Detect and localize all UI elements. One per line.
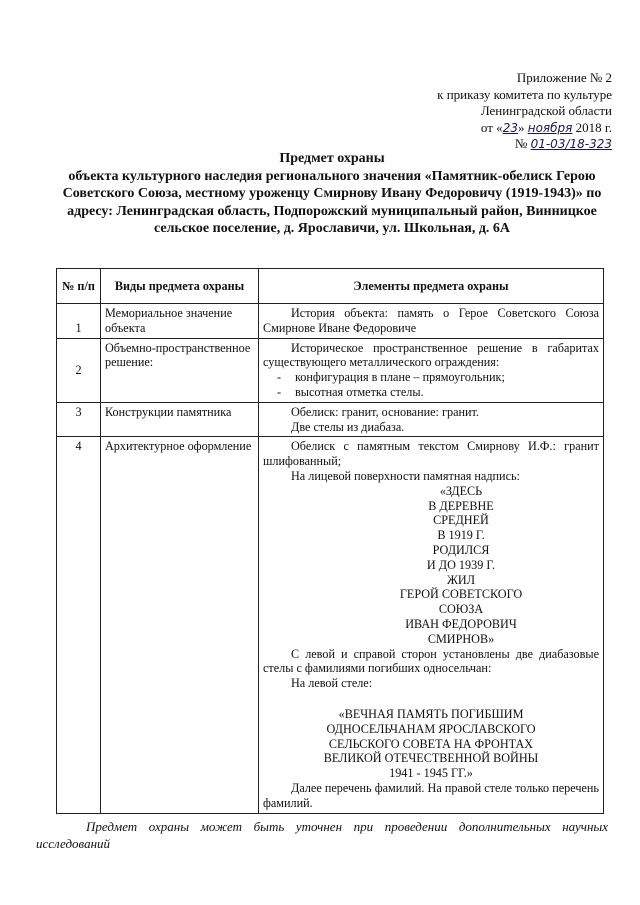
bullet-text: конфигурация в плане – прямоугольник; [295,370,505,385]
row-paragraph: С левой и справой сторон установлены две диабазовые стелы с фамилиями погибших односельчан: [263,646,599,676]
date-year: 2018 г. [575,119,612,135]
inscription-line: ИВАН ФЕДОРОВИЧ [405,616,517,631]
annex-region: Ленинградской области [480,103,612,118]
row-text: История объекта: память о Герое Советского Союза Смирнове Иване Федоровиче [263,306,599,335]
row-text-line2: Две стелы из диабаза. [291,419,405,434]
date-mid: » [517,119,525,135]
number-handwritten: 01-03/18-323 [530,137,612,151]
table-row [57,304,604,339]
stele-inscription-line: 1941 - 1945 ГГ.» [389,766,473,781]
row-text: Историческое пространственное решение в габаритах существующего металлического ограждения: [263,340,599,370]
title-heading: Предмет охраны [279,151,385,166]
row-paragraph: Обелиск с памятным текстом Смирнову И.Ф.: гранит шлифованный; [263,439,599,469]
inscription-line: СРЕДНЕЙ [433,513,489,528]
inscription-line: «ЗДЕСЬ [439,483,483,498]
inscription-line: В ДЕРЕВНЕ [428,498,494,513]
header-kind: Виды предмета охраны [101,269,259,304]
row-num: 3 [57,402,101,437]
inscription-line: ГЕРОЙ СОВЕТСКОГО [399,587,523,602]
inscription-line: И ДО 1939 Г. [426,557,496,572]
inscription-line: В 1919 Г. [437,528,485,543]
number-prefix: № [514,136,528,151]
row-num: 2 [57,338,101,402]
table-row [57,402,604,437]
inscription-line: СОЮЗА [438,602,484,617]
stele-inscription-line: ОДНОСЕЛЬЧАНАМ ЯРОСЛАВСКОГО [326,721,536,736]
header-num: № п/п [57,269,101,304]
document-title [58,150,606,238]
bullet-text: высотная отметка стелы. [295,384,424,399]
protection-items-table [56,268,604,814]
table-row [57,437,604,813]
stele-inscription-line: «ВЕЧНАЯ ПАМЯТЬ ПОГИБШИМ [338,706,524,721]
inscription-line: СМИРНОВ» [427,631,495,646]
list-item: - конфигурация в плане – прямоугольник; [277,370,505,385]
row-text-line1: Обелиск: гранит, основание: гранит. [291,404,479,419]
row-kind: Архитектурное оформление [101,437,259,813]
date-prefix: от « [480,119,503,135]
annex-order-ref: к приказу комитета по культуре [437,86,612,102]
row-num: 4 [57,437,101,813]
row-num: 1 [57,304,101,339]
table-row [57,338,604,402]
row-elements [259,437,604,813]
row-elements [259,304,604,339]
annex-header [372,70,612,153]
row-paragraph: На лицевой поверхности памятная надпись: [291,468,520,483]
date-month-handwritten: ноября [527,120,573,135]
inscription-line: ЖИЛ [447,572,475,587]
date-day-handwritten: 23 [502,120,518,135]
stele-inscription-line: ВЕЛИКОЙ ОТЕЧЕСТВЕННОЙ ВОЙНЫ [323,751,539,766]
row-kind: Конструкции памятника [101,402,259,437]
annex-title: Приложение № 2 [516,70,612,85]
row-elements [259,402,604,437]
row-kind: Объемно-пространственное решение: [101,338,259,402]
row-paragraph: Далее перечень фамилий. На правой стеле только перечень фамилий. [263,780,599,810]
row-paragraph: На левой стеле: [291,676,373,691]
header-elements: Элементы предмета охраны [259,269,604,304]
list-item: - высотная отметка стелы. [277,384,424,399]
stele-inscription-line: СЕЛЬСКОГО СОВЕТА НА ФРОНТАХ [328,736,534,751]
inscription-line: РОДИЛСЯ [432,542,490,557]
row-elements [259,338,604,402]
row-kind: Мемориальное значение объекта [101,304,259,339]
title-body: объекта культурного наследия регионального значения «Памятник-обелиск Герою Советского Союза, местному уроженцу Смирнову Ивану Федоровичу (1919-1943)» по адресу: Ленинградская область, Подпорожский муниципальный район, Винницкое сельское поселение, д. Ярославичи, ул. Школьная, д. 6А [62,168,602,237]
annex-date [372,120,612,137]
table-header-row [57,269,604,304]
footer-note: Предмет охраны может быть уточнен при проведении дополнительных научных исследований [36,819,608,851]
spacer [263,691,599,707]
